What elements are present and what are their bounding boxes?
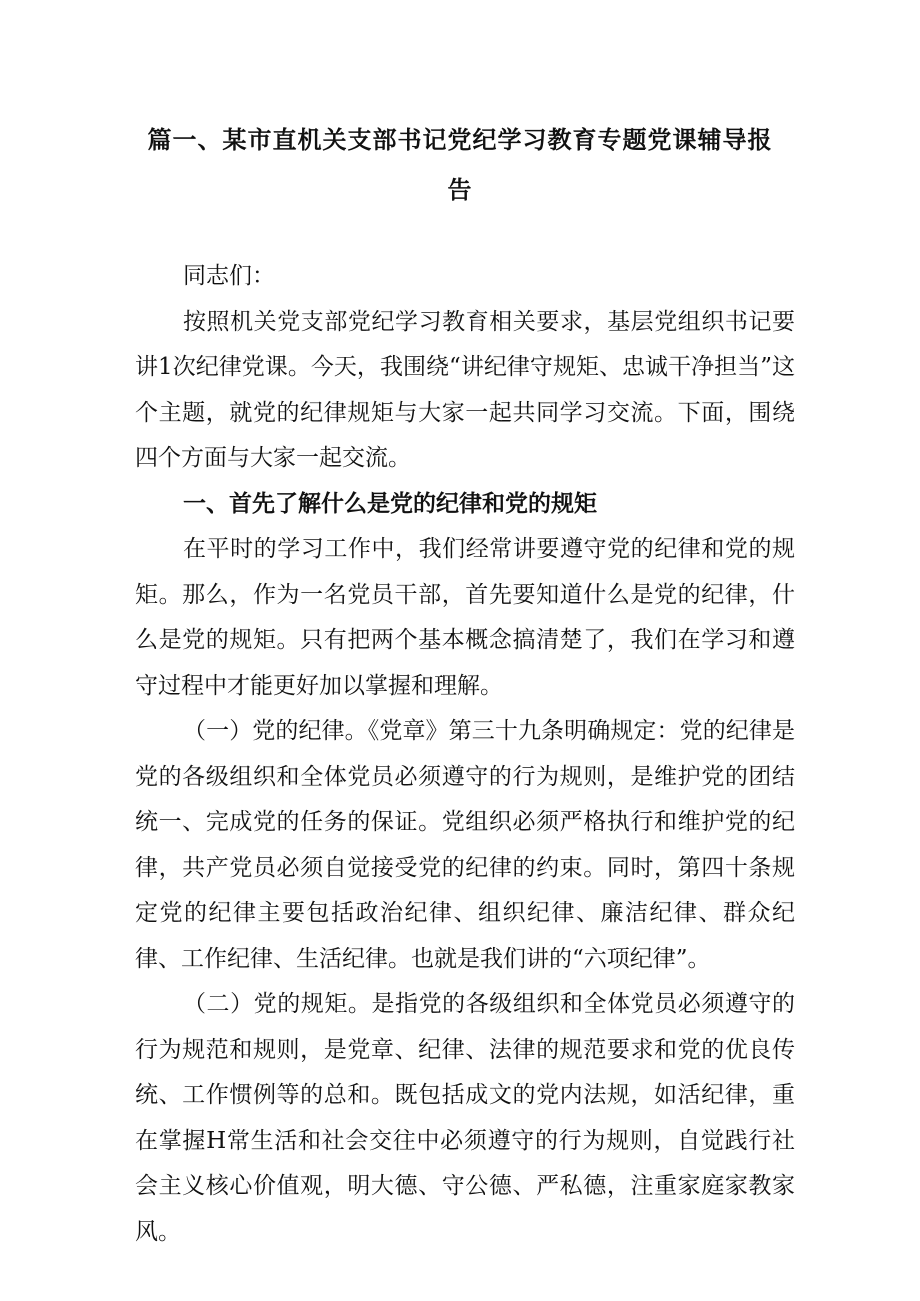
salutation: 同志们： xyxy=(183,263,275,289)
section-1-paragraph: 在平时的学习工作中，我们经常讲要遵守党的纪律和党的规矩。那么，作为一名党员干部，首先要知道什么是党的纪律，什么是党的规矩。只有把两个基本概念搞清楚了，我们在学习和遵守过程中才能更好加以掌握和理解。 xyxy=(135,536,795,699)
intro-paragraph: 按照机关党支部党纪学习教育相关要求，基层党组织书记要讲1次纪律党课。今天，我围绕“讲纪律守规矩、忠诚干净担当”这个主题，就党的纪律规矩与大家一起共同学习交流。下面，围绕四个方面与大家一起交流。 xyxy=(135,308,795,471)
discipline-paragraph: （一）党的纪律。《党章》第三十九条明确规定：党的纪律是党的各级组织和全体党员必须遵守的行为规则，是维护党的团结统一、完成党的任务的保证。党组织必须严格执行和维护党的纪律，共产党员必须自觉接受党的纪律的约束。同时，第四十条规定党的纪律主要包括政治纪律、组织纪律、廉洁纪律、群众纪律、工作纪律、生活纪律。也就是我们讲的“六项纪律”。 xyxy=(135,718,795,972)
section-heading-1: 一、首先了解什么是党的纪律和党的规矩 xyxy=(183,490,597,517)
rules-paragraph: （二）党的规矩。是指党的各级组织和全体党员必须遵守的行为规范和规则，是党章、纪律、法律的规范要求和党的优良传统、工作惯例等的总和。既包括成文的党内法规，如活纪律，重在掌握H常生活和社会交往中必须遵守的行为规则，自觉践行社会主义核心价值观，明大德、守公德、严私德，注重家庭家教家风。 xyxy=(135,991,795,1245)
document-title-line1: 篇一、某市直机关支部书记党纪学习教育专题党课辅导报 xyxy=(147,126,773,154)
document-body xyxy=(135,254,795,1255)
document-title-line2: 告 xyxy=(447,176,473,204)
